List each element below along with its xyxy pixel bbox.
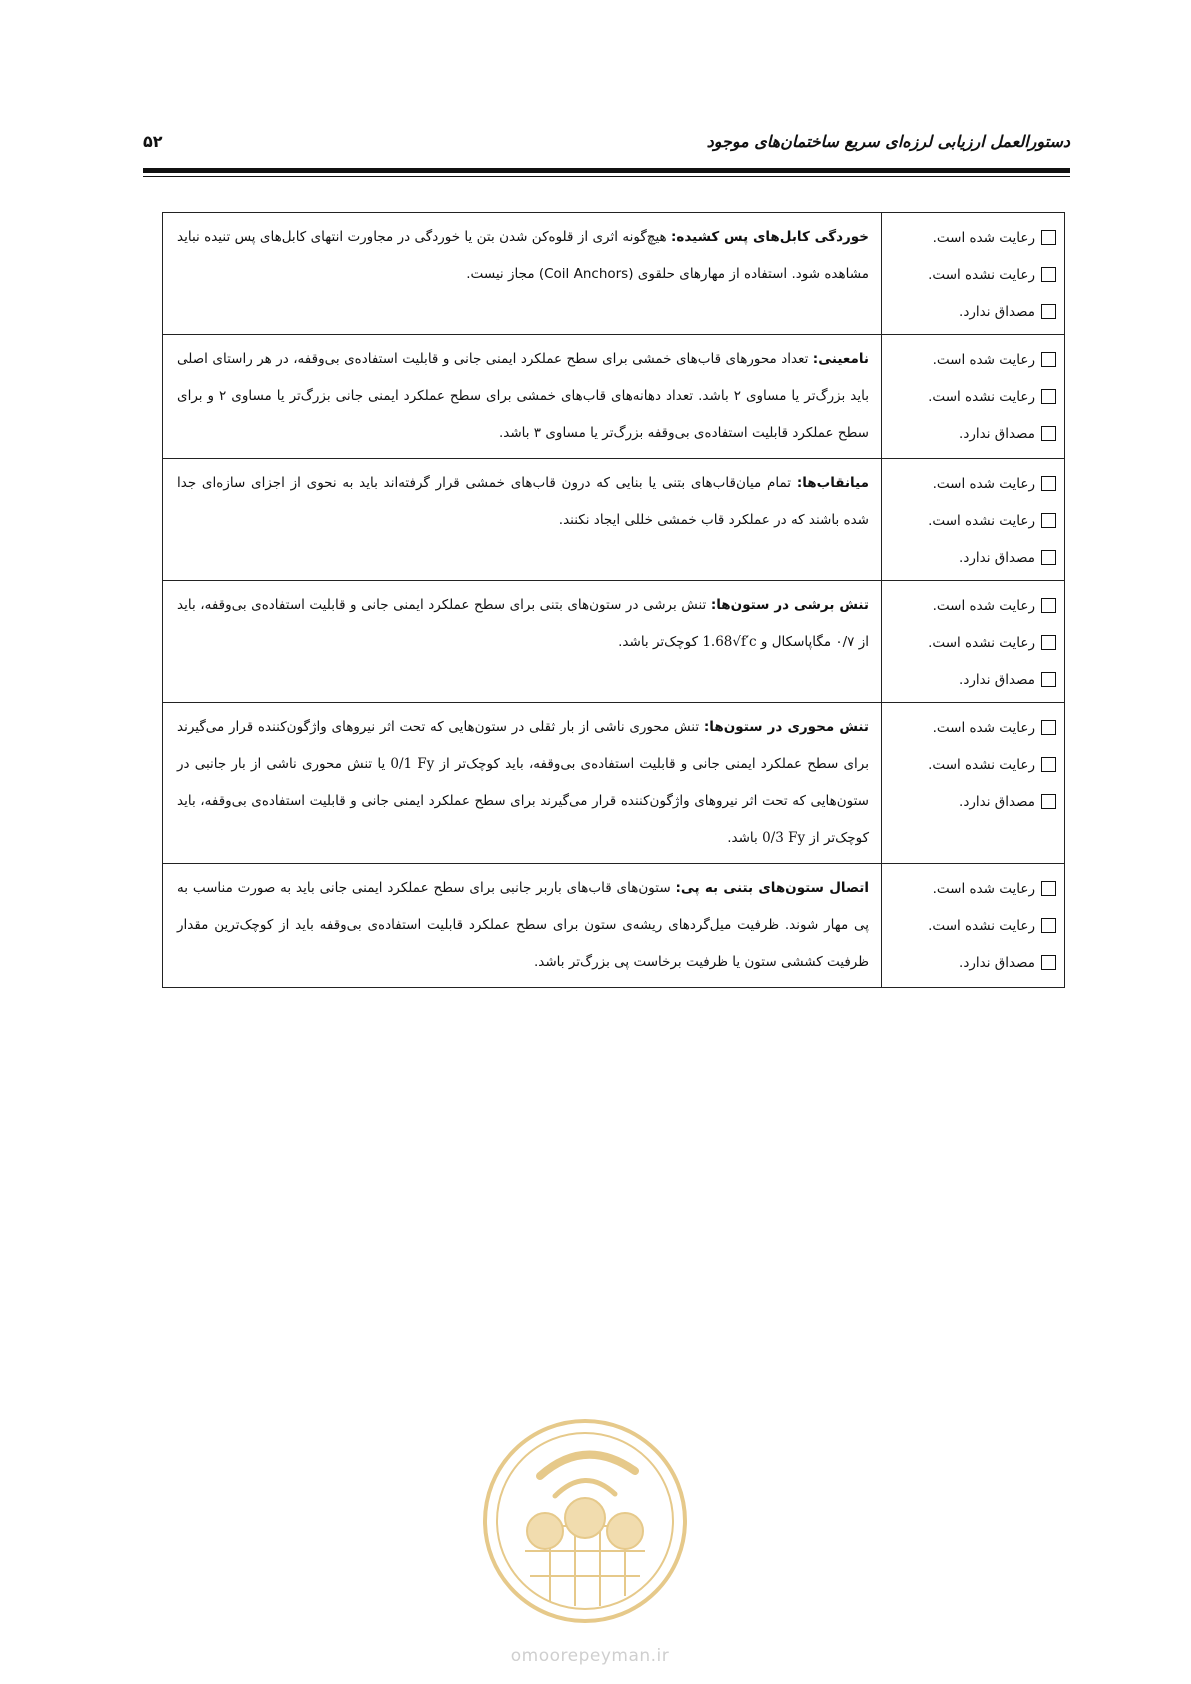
checkbox[interactable]	[1041, 352, 1056, 367]
options-cell	[882, 864, 1065, 988]
options-cell	[882, 581, 1065, 703]
checkbox[interactable]	[1041, 757, 1056, 772]
option-not-complied[interactable]: رعایت نشده است.	[888, 256, 1056, 293]
checkbox[interactable]	[1041, 476, 1056, 491]
checklist-row	[163, 864, 1065, 988]
option-not-applicable[interactable]: مصداق ندارد.	[888, 539, 1056, 576]
criterion-label: تنش برشی در ستون‌ها:	[710, 597, 869, 613]
option-not-complied[interactable]: رعایت نشده است.	[888, 624, 1056, 661]
checkbox[interactable]	[1041, 672, 1056, 687]
checkbox[interactable]	[1041, 918, 1056, 933]
criterion-text: نامعینی: تعداد محورهای قاب‌های خمشی برای سطح عملکرد ایمنی جانی و قابلیت استفاده‌ی بی‌وقفه، در هر راستای اصلی باید بزرگ‌تر یا مساوی ۲ باشد. تعداد دهانه‌های قاب‌های خمشی برای سطح عملکرد ایمنی جانی بزرگ‌تر یا مساوی ۲ و برای سطح عملکرد قابلیت استفاده‌ی بی‌وقفه بزرگ‌تر یا مساوی ۳ باشد.	[163, 335, 882, 459]
checkbox[interactable]	[1041, 426, 1056, 441]
option-complied[interactable]: رعایت شده است.	[888, 709, 1056, 746]
checkbox[interactable]	[1041, 598, 1056, 613]
checkbox[interactable]	[1041, 550, 1056, 565]
option-not-complied[interactable]: رعایت نشده است.	[888, 907, 1056, 944]
checkbox[interactable]	[1041, 389, 1056, 404]
page-header-title: دستورالعمل ارزیابی لرزه‌ای سریع ساختمان‌های موجود	[706, 132, 1070, 151]
checkbox[interactable]	[1041, 635, 1056, 650]
checkbox[interactable]	[1041, 513, 1056, 528]
criterion-text: تنش محوری در ستون‌ها: تنش محوری ناشی از بار ثقلی در ستون‌هایی که تحت اثر نیروهای واژگون‌کننده قرار می‌گیرند برای سطح عملکرد ایمنی جانی و قابلیت استفاده‌ی بی‌وقفه، باید کوچک‌تر از 0/1 Fy یا تنش محوری ناشی از بار جانبی در ستون‌هایی که تحت اثر نیروهای واژگون‌کننده قرار می‌گیرند برای سطح عملکرد ایمنی جانی و قابلیت استفاده‌ی بی‌وقفه، باید کوچک‌تر از 0/3 Fy باشد.	[163, 703, 882, 864]
checkbox[interactable]	[1041, 881, 1056, 896]
checkbox[interactable]	[1041, 794, 1056, 809]
checklist-row	[163, 213, 1065, 335]
options-cell	[882, 335, 1065, 459]
option-not-complied[interactable]: رعایت نشده است.	[888, 502, 1056, 539]
option-not-applicable[interactable]: مصداق ندارد.	[888, 293, 1056, 330]
checklist-row	[163, 335, 1065, 459]
watermark-site: omoorepeyman.ir	[510, 1646, 670, 1666]
criterion-label: نامعینی:	[812, 351, 869, 367]
checkbox[interactable]	[1041, 955, 1056, 970]
option-complied[interactable]: رعایت شده است.	[888, 587, 1056, 624]
checkbox[interactable]	[1041, 720, 1056, 735]
checklist-table	[162, 212, 1065, 988]
formula: 0/1 Fy	[390, 756, 435, 772]
checkbox[interactable]	[1041, 230, 1056, 245]
option-not-applicable[interactable]: مصداق ندارد.	[888, 944, 1056, 981]
option-complied[interactable]: رعایت شده است.	[888, 341, 1056, 378]
options-cell	[882, 459, 1065, 581]
criterion-text: تنش برشی در ستون‌ها: تنش برشی در ستون‌های بتنی برای سطح عملکرد ایمنی جانی و قابلیت استفاده‌ی بی‌وقفه، باید از ۰/۷ مگاپاسکال و 1.68√f′c کوچک‌تر باشد.	[163, 581, 882, 703]
options-cell	[882, 213, 1065, 335]
checklist-row	[163, 581, 1065, 703]
criterion-label: میانقاب‌ها:	[796, 475, 869, 491]
formula: 0/3 Fy	[762, 830, 806, 846]
option-not-complied[interactable]: رعایت نشده است.	[888, 378, 1056, 415]
header-rule-thin	[143, 176, 1070, 177]
page-header	[143, 130, 1070, 164]
formula: 1.68√f′c	[702, 634, 757, 650]
option-not-applicable[interactable]: مصداق ندارد.	[888, 661, 1056, 698]
option-complied[interactable]: رعایت شده است.	[888, 219, 1056, 256]
header-rule-thick	[143, 168, 1070, 173]
criterion-text: اتصال ستون‌های بتنی به پی: ستون‌های قاب‌های باربر جانبی برای سطح عملکرد ایمنی جانی باید به صورت مناسب به پی مهار شوند. ظرفیت میل‌گردهای ریشه‌ی ستون برای سطح عملکرد قابلیت استفاده‌ی بی‌وقفه باید از کوچک‌ترین مقدار ظرفیت کششی ستون یا ظرفیت برخاست پی بزرگ‌تر باشد.	[163, 864, 882, 988]
criterion-text: میانقاب‌ها: تمام میان‌قاب‌های بتنی یا بنایی که درون قاب‌های خمشی قرار گرفته‌اند باید به نحوی از اجزای سازه‌ای جدا شده باشند که در عملکرد قاب خمشی خللی ایجاد نکنند.	[163, 459, 882, 581]
checklist-row	[163, 703, 1065, 864]
checkbox[interactable]	[1041, 267, 1056, 282]
criterion-label: اتصال ستون‌های بتنی به پی:	[675, 880, 869, 896]
option-complied[interactable]: رعایت شده است.	[888, 870, 1056, 907]
option-not-complied[interactable]: رعایت نشده است.	[888, 746, 1056, 783]
criterion-label: تنش محوری در ستون‌ها:	[703, 719, 869, 735]
checklist-row	[163, 459, 1065, 581]
page-number: ۵۲	[143, 132, 163, 151]
option-not-applicable[interactable]: مصداق ندارد.	[888, 415, 1056, 452]
criterion-text: خوردگی کابل‌های پس کشیده: هیچ‌گونه اثری از قلوه‌کن شدن بتن یا خوردگی در مجاورت انتهای کابل‌های پس تنیده نباید مشاهده شود. استفاده از مهارهای حلقوی (Coil Anchors) مجاز نیست.	[163, 213, 882, 335]
option-complied[interactable]: رعایت شده است.	[888, 465, 1056, 502]
options-cell	[882, 703, 1065, 864]
option-not-applicable[interactable]: مصداق ندارد.	[888, 783, 1056, 820]
checkbox[interactable]	[1041, 304, 1056, 319]
watermark-logo	[470, 1406, 700, 1636]
criterion-label: خوردگی کابل‌های پس کشیده:	[671, 229, 869, 245]
